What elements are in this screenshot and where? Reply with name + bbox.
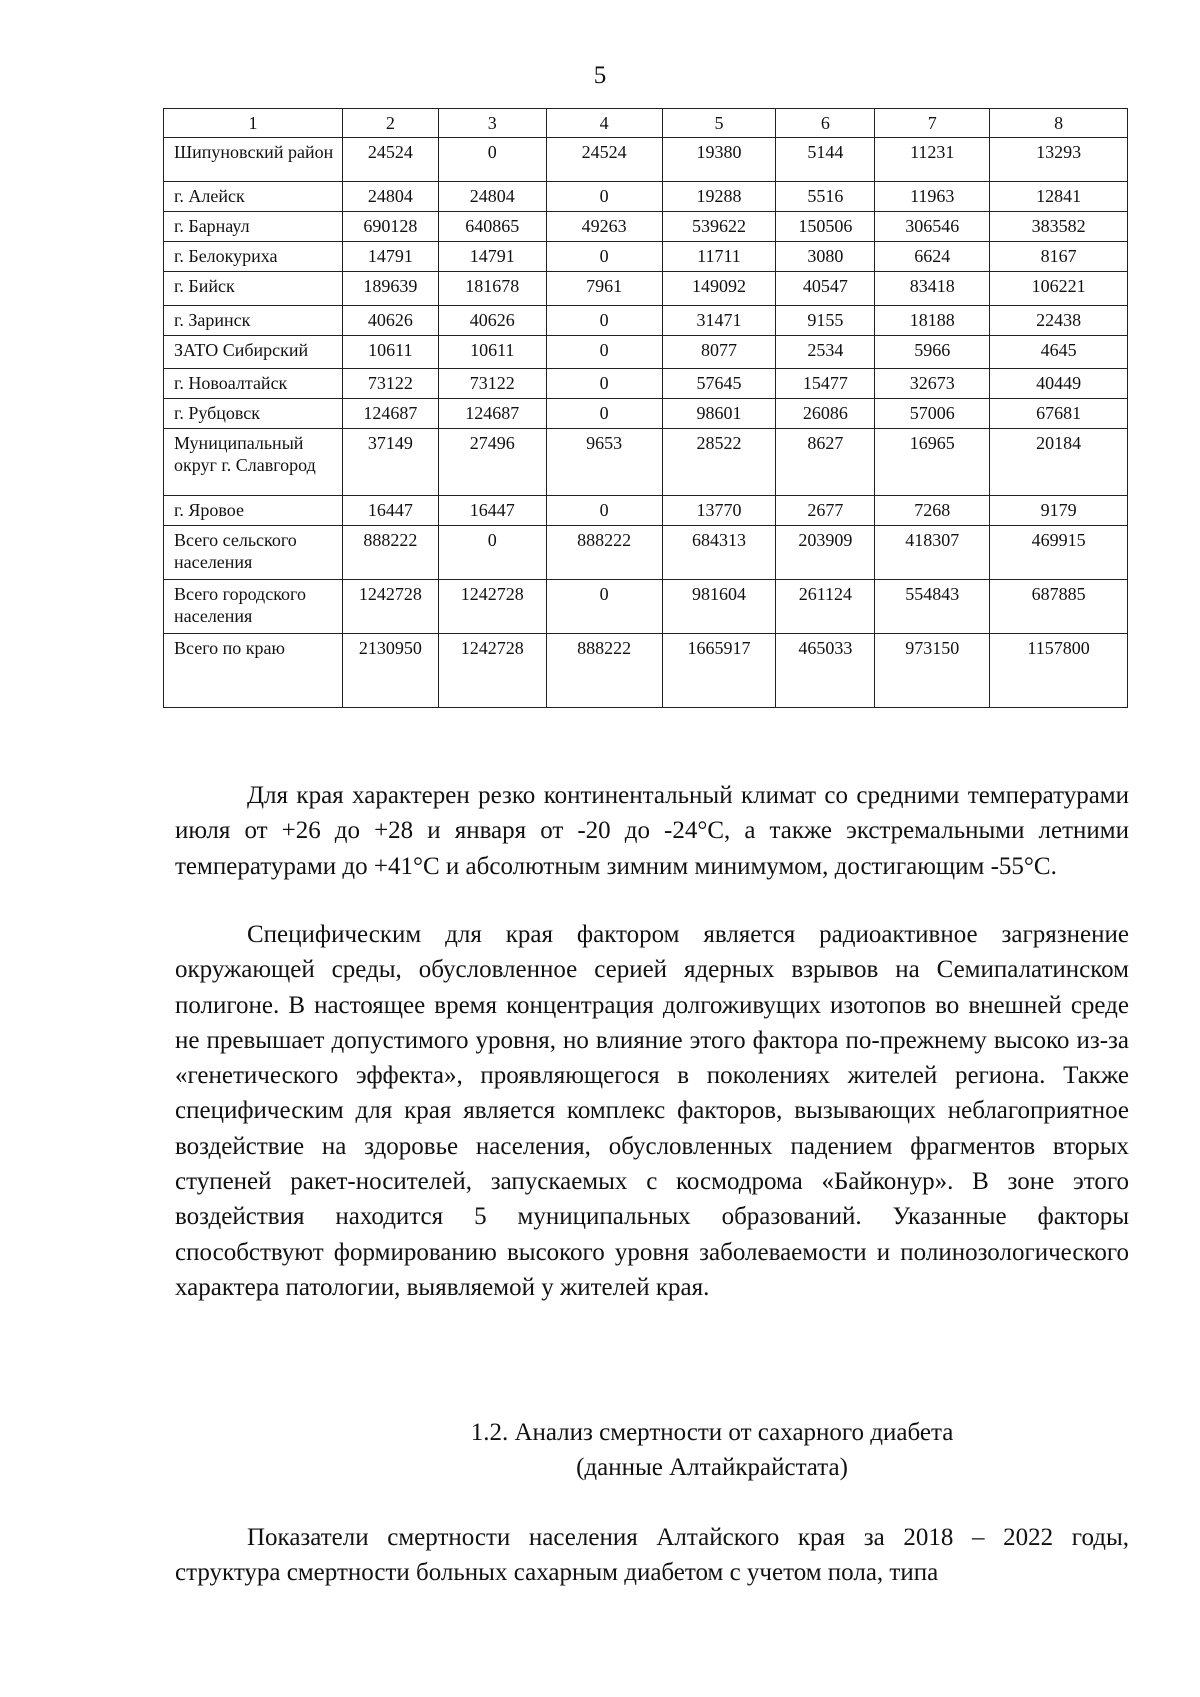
value-cell: 24804 [342, 182, 438, 212]
value-cell: 16447 [438, 496, 546, 526]
value-cell: 7268 [875, 496, 990, 526]
mortality-paragraph [175, 1520, 1129, 1591]
row-label-cell: г. Заринск [164, 306, 343, 336]
value-cell: 888222 [546, 526, 662, 580]
row-label-cell: г. Яровое [164, 496, 343, 526]
value-cell: 57645 [662, 369, 776, 399]
value-cell: 37149 [342, 429, 438, 496]
column-header: 3 [438, 109, 546, 138]
value-cell: 24804 [438, 182, 546, 212]
value-cell: 181678 [438, 272, 546, 306]
value-cell: 22438 [990, 306, 1128, 336]
value-cell: 1157800 [990, 634, 1128, 708]
value-cell: 383582 [990, 212, 1128, 242]
radiation-paragraph [175, 917, 1129, 1305]
value-cell: 0 [546, 336, 662, 369]
value-cell: 124687 [438, 399, 546, 429]
table-row [164, 336, 1128, 369]
column-header: 6 [776, 109, 875, 138]
value-cell: 16965 [875, 429, 990, 496]
value-cell: 24524 [342, 138, 438, 182]
table-row [164, 429, 1128, 496]
value-cell: 49263 [546, 212, 662, 242]
value-cell: 6624 [875, 242, 990, 272]
value-cell: 554843 [875, 580, 990, 634]
column-header: 7 [875, 109, 990, 138]
value-cell: 14791 [342, 242, 438, 272]
value-cell: 8627 [776, 429, 875, 496]
column-header: 8 [990, 109, 1128, 138]
value-cell: 465033 [776, 634, 875, 708]
table-row [164, 580, 1128, 634]
value-cell: 306546 [875, 212, 990, 242]
value-cell: 24524 [546, 138, 662, 182]
value-cell: 1665917 [662, 634, 776, 708]
value-cell: 3080 [776, 242, 875, 272]
value-cell: 261124 [776, 580, 875, 634]
value-cell: 31471 [662, 306, 776, 336]
table-row [164, 242, 1128, 272]
row-label-cell: ЗАТО Сибирский [164, 336, 343, 369]
value-cell: 1242728 [438, 580, 546, 634]
table-row [164, 634, 1128, 708]
value-cell: 9155 [776, 306, 875, 336]
value-cell: 67681 [990, 399, 1128, 429]
population-table [163, 108, 1128, 708]
value-cell: 2534 [776, 336, 875, 369]
table-row [164, 369, 1128, 399]
table-row [164, 182, 1128, 212]
row-label-cell: Муниципальный округ г. Славгород [164, 429, 343, 496]
value-cell: 1242728 [438, 634, 546, 708]
row-label-cell: Шипуновский район [164, 138, 343, 182]
value-cell: 7961 [546, 272, 662, 306]
value-cell: 5144 [776, 138, 875, 182]
row-label-cell: г. Рубцовск [164, 399, 343, 429]
value-cell: 12841 [990, 182, 1128, 212]
value-cell: 0 [546, 182, 662, 212]
value-cell: 16447 [342, 496, 438, 526]
value-cell: 57006 [875, 399, 990, 429]
value-cell: 684313 [662, 526, 776, 580]
table-row [164, 526, 1128, 580]
value-cell: 150506 [776, 212, 875, 242]
value-cell: 8167 [990, 242, 1128, 272]
value-cell: 11231 [875, 138, 990, 182]
value-cell: 73122 [438, 369, 546, 399]
row-label-cell: Всего по краю [164, 634, 343, 708]
climate-paragraph [175, 778, 1129, 884]
table-row [164, 399, 1128, 429]
value-cell: 0 [546, 399, 662, 429]
table-header-row [164, 109, 1128, 138]
row-label-cell: г. Барнаул [164, 212, 343, 242]
value-cell: 106221 [990, 272, 1128, 306]
value-cell: 19288 [662, 182, 776, 212]
value-cell: 5966 [875, 336, 990, 369]
value-cell: 11963 [875, 182, 990, 212]
value-cell: 690128 [342, 212, 438, 242]
column-header: 2 [342, 109, 438, 138]
paragraph-text: Показатели смертности населения Алтайского края за 2018 – 2022 годы, структура смертности больных сахарным диабетом с учетом пола, типа [175, 1524, 1129, 1587]
column-header: 5 [662, 109, 776, 138]
column-header: 4 [546, 109, 662, 138]
value-cell: 14791 [438, 242, 546, 272]
row-label-cell: г. Алейск [164, 182, 343, 212]
value-cell: 888222 [546, 634, 662, 708]
value-cell: 149092 [662, 272, 776, 306]
table-row [164, 306, 1128, 336]
value-cell: 203909 [776, 526, 875, 580]
value-cell: 8077 [662, 336, 776, 369]
value-cell: 1242728 [342, 580, 438, 634]
section-subtitle: (данные Алтайкрайстата) [576, 1454, 848, 1481]
row-label-cell: г. Белокуриха [164, 242, 343, 272]
value-cell: 539622 [662, 212, 776, 242]
value-cell: 0 [546, 242, 662, 272]
value-cell: 5516 [776, 182, 875, 212]
value-cell: 83418 [875, 272, 990, 306]
value-cell: 0 [546, 580, 662, 634]
value-cell: 9653 [546, 429, 662, 496]
value-cell: 0 [546, 369, 662, 399]
value-cell: 640865 [438, 212, 546, 242]
value-cell: 98601 [662, 399, 776, 429]
table-row [164, 212, 1128, 242]
value-cell: 124687 [342, 399, 438, 429]
value-cell: 40547 [776, 272, 875, 306]
value-cell: 10611 [438, 336, 546, 369]
value-cell: 418307 [875, 526, 990, 580]
table-row [164, 272, 1128, 306]
paragraph-text: Специфическим для края фактором является радиоактивное загрязнение окружающей среды, обусловленное серией ядерных взрывов на Семипалатинском полигоне. В настоящее время концентрация долгоживущих изотопов во внешней среде не превышает допустимого уровня, но влияние этого фактора по-прежнему высоко из-за «генетического эффекта», проявляющегося в поколениях жителей региона. Также специфическим для края является комплекс факторов, вызывающих неблагоприятное воздействие на здоровье населения, обусловленных падением фрагментов вторых ступеней ракет-носителей, запускаемых с космодрома «Байконур». В зоне этого воздействия находится 5 муниципальных образований. Указанные факторы способствуют формированию высокого уровня заболеваемости и полинозологического характера патологии, выявляемой у жителей края. [175, 921, 1129, 1301]
value-cell: 888222 [342, 526, 438, 580]
value-cell: 469915 [990, 526, 1128, 580]
value-cell: 10611 [342, 336, 438, 369]
row-label-cell: г. Новоалтайск [164, 369, 343, 399]
table-row [164, 496, 1128, 526]
value-cell: 40449 [990, 369, 1128, 399]
value-cell: 18188 [875, 306, 990, 336]
value-cell: 40626 [438, 306, 546, 336]
value-cell: 0 [438, 526, 546, 580]
section-heading [175, 1415, 1129, 1485]
value-cell: 27496 [438, 429, 546, 496]
row-label-cell: Всего сельского населения [164, 526, 343, 580]
value-cell: 4645 [990, 336, 1128, 369]
value-cell: 11711 [662, 242, 776, 272]
value-cell: 19380 [662, 138, 776, 182]
value-cell: 20184 [990, 429, 1128, 496]
value-cell: 981604 [662, 580, 776, 634]
value-cell: 0 [438, 138, 546, 182]
value-cell: 2677 [776, 496, 875, 526]
column-header: 1 [164, 109, 343, 138]
value-cell: 9179 [990, 496, 1128, 526]
value-cell: 32673 [875, 369, 990, 399]
value-cell: 13293 [990, 138, 1128, 182]
section-title: 1.2. Анализ смертности от сахарного диабета [470, 1419, 954, 1446]
value-cell: 26086 [776, 399, 875, 429]
paragraph-text: Для края характерен резко континентальный климат со средними температурами июля от +26 до +28 и января от -20 до -24°С, а также экстремальными летними температурами до +41°С и абсолютным зимним минимумом, достигающим -55°С. [175, 782, 1129, 880]
value-cell: 189639 [342, 272, 438, 306]
value-cell: 13770 [662, 496, 776, 526]
value-cell: 0 [546, 496, 662, 526]
row-label-cell: г. Бийск [164, 272, 343, 306]
value-cell: 40626 [342, 306, 438, 336]
value-cell: 28522 [662, 429, 776, 496]
row-label-cell: Всего городского населения [164, 580, 343, 634]
value-cell: 0 [546, 306, 662, 336]
value-cell: 15477 [776, 369, 875, 399]
value-cell: 2130950 [342, 634, 438, 708]
value-cell: 73122 [342, 369, 438, 399]
value-cell: 973150 [875, 634, 990, 708]
table-row [164, 138, 1128, 182]
page-number: 5 [593, 62, 607, 89]
value-cell: 687885 [990, 580, 1128, 634]
